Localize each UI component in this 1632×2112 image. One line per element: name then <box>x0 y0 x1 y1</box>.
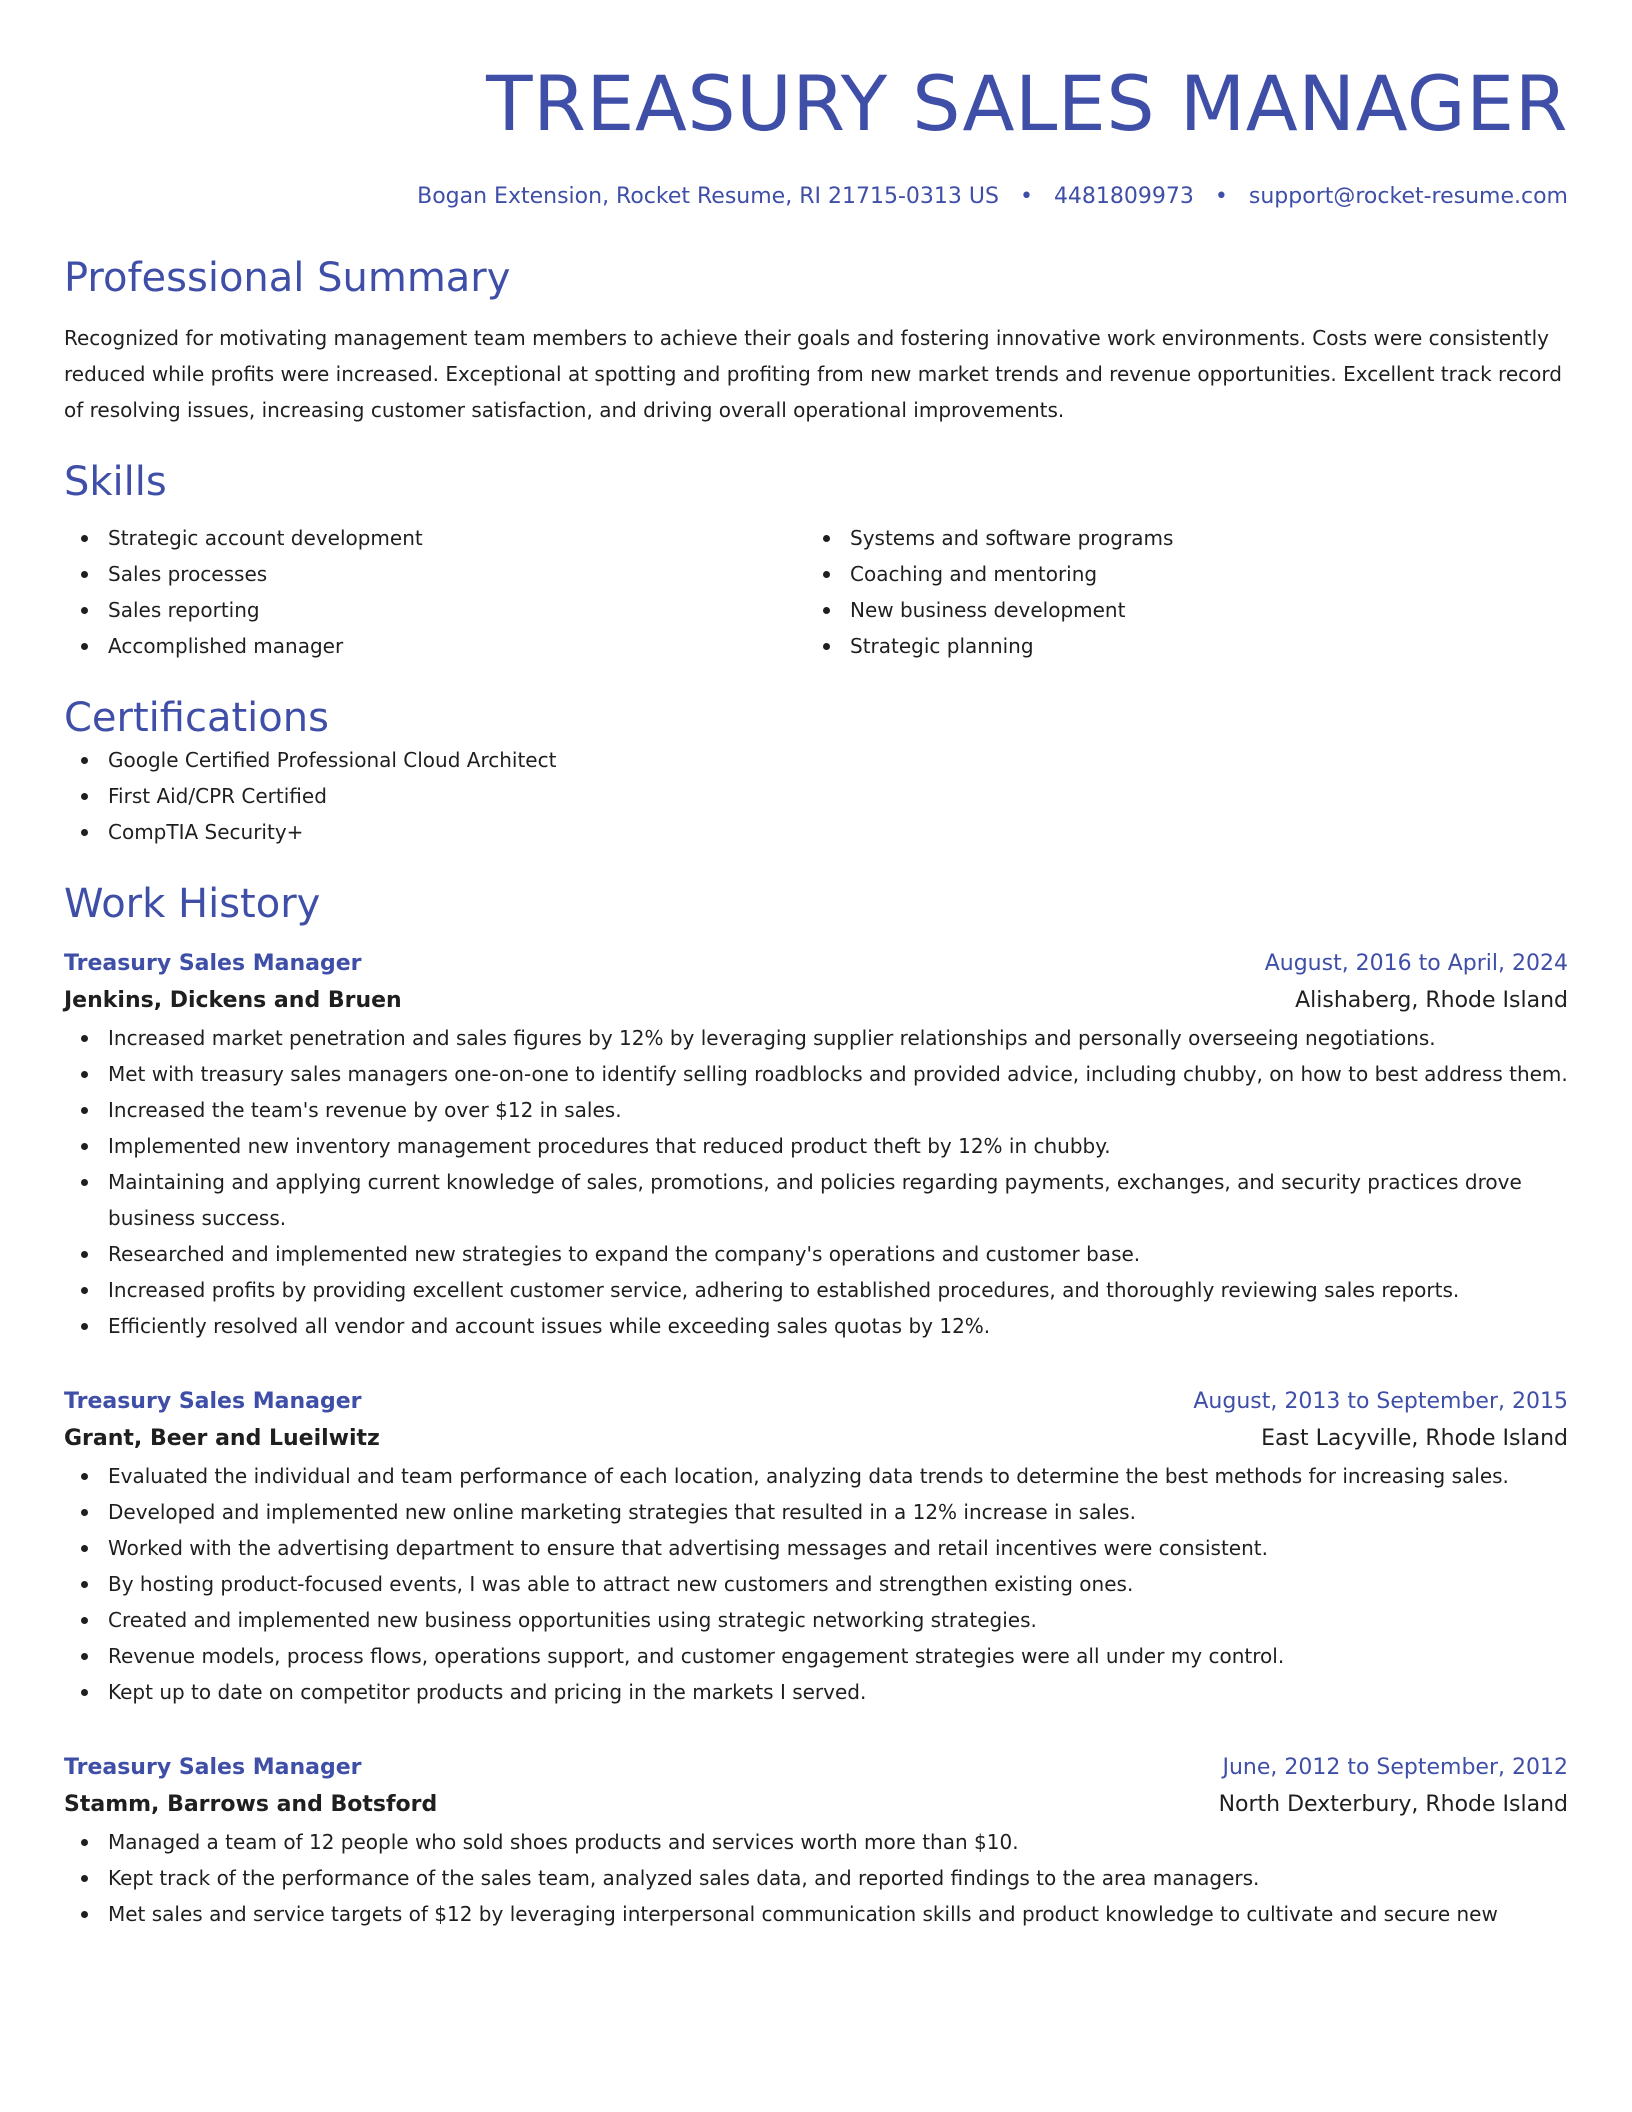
skills-column-left <box>64 520 806 664</box>
job-bullet: Increased market penetration and sales figures by 12% by leveraging supplier relationships and personally overseeing negotiations. <box>64 1020 1568 1056</box>
job-bullet: Evaluated the individual and team performance of each location, analyzing data trends to determine the best methods for increasing sales. <box>64 1458 1568 1494</box>
job-location: East Lacyville, Rhode Island <box>1261 1426 1568 1451</box>
job-entry <box>64 1750 1568 1932</box>
job-bullet: Researched and implemented new strategies to expand the company's operations and customer base. <box>64 1236 1568 1272</box>
job-dates: June, 2012 to September, 2012 <box>1222 1755 1568 1780</box>
job-bullet: Met with treasury sales managers one-on-one to identify selling roadblocks and provided advice, including chubby, on how to best address them. <box>64 1056 1568 1092</box>
skills-list-right <box>806 520 1548 664</box>
job-location: Alishaberg, Rhode Island <box>1295 988 1568 1013</box>
contact-email: support@rocket-resume.com <box>1248 184 1568 209</box>
certifications-heading: Certifications <box>64 695 329 741</box>
skill-item: Coaching and mentoring <box>806 556 1548 592</box>
contact-address: Bogan Extension, Rocket Resume, RI 21715-0313 US <box>417 184 999 209</box>
skill-item: Sales processes <box>64 556 806 592</box>
certification-item: Google Certified Professional Cloud Architect <box>64 742 1568 778</box>
job-bullet: Managed a team of 12 people who sold shoes products and services worth more than $10. <box>64 1824 1568 1860</box>
job-header-row <box>64 1384 1568 1420</box>
summary-text: Recognized for motivating management team members to achieve their goals and fostering innovative work environments. Costs were consistently reduced while profits were increased. Exceptional at spotting and profiting from new market trends and revenue opportunities. Excellent track record of resolving issues, increasing customer satisfaction, and driving overall operational improvements. <box>64 326 1562 422</box>
job-company: Stamm, Barrows and Botsford <box>64 1792 438 1817</box>
job-location: North Dexterbury, Rhode Island <box>1218 1792 1568 1817</box>
certifications-list <box>64 742 1568 850</box>
work-history-heading: Work History <box>64 881 321 927</box>
contact-phone: 4481809973 <box>1053 184 1194 209</box>
job-entry <box>64 946 1568 1344</box>
job-company-row <box>64 982 1568 1020</box>
job-bullet: Met sales and service targets of $12 by leveraging interpersonal communication skills and product knowledge to cultivate and secure new <box>64 1896 1568 1932</box>
summary-heading: Professional Summary <box>64 255 511 301</box>
skill-item: Accomplished manager <box>64 628 806 664</box>
skill-item: Sales reporting <box>64 592 806 628</box>
job-bullet: Kept track of the performance of the sales team, analyzed sales data, and reported findings to the area managers. <box>64 1860 1568 1896</box>
contact-separator: • <box>1214 184 1228 209</box>
job-header-row <box>64 946 1568 982</box>
job-bullet: Kept up to date on competitor products and pricing in the markets I served. <box>64 1674 1568 1710</box>
certification-item: CompTIA Security+ <box>64 814 1568 850</box>
job-company-row <box>64 1786 1568 1824</box>
job-bullet: Created and implemented new business opportunities using strategic networking strategies. <box>64 1602 1568 1638</box>
skill-item: Strategic planning <box>806 628 1548 664</box>
job-dates: August, 2016 to April, 2024 <box>1264 951 1568 976</box>
page-title: TREASURY SALES MANAGER <box>486 59 1568 148</box>
job-bullet: Increased profits by providing excellent customer service, adhering to established procedures, and thoroughly reviewing sales reports. <box>64 1272 1568 1308</box>
resume-page <box>64 0 1568 1932</box>
skills-column-right <box>806 520 1548 664</box>
skill-item: New business development <box>806 592 1548 628</box>
job-bullet: Increased the team's revenue by over $12 in sales. <box>64 1092 1568 1128</box>
job-bullet-list <box>64 1824 1568 1932</box>
certification-item: First Aid/CPR Certified <box>64 778 1568 814</box>
job-title: Treasury Sales Manager <box>64 1389 362 1414</box>
job-title: Treasury Sales Manager <box>64 951 362 976</box>
contact-separator: • <box>1019 184 1033 209</box>
job-bullet: Developed and implemented new online marketing strategies that resulted in a 12% increase in sales. <box>64 1494 1568 1530</box>
job-entry <box>64 1384 1568 1710</box>
skills-list-left <box>64 520 806 664</box>
job-title: Treasury Sales Manager <box>64 1755 362 1780</box>
job-bullet: Efficiently resolved all vendor and account issues while exceeding sales quotas by 12%. <box>64 1308 1568 1344</box>
job-bullet: Worked with the advertising department to ensure that advertising messages and retail incentives were consistent. <box>64 1530 1568 1566</box>
job-header-row <box>64 1750 1568 1786</box>
job-bullet: By hosting product-focused events, I was able to attract new customers and strengthen existing ones. <box>64 1566 1568 1602</box>
job-bullet-list <box>64 1458 1568 1710</box>
job-bullet-list <box>64 1020 1568 1344</box>
skill-item: Systems and software programs <box>806 520 1548 556</box>
job-bullet: Revenue models, process flows, operations support, and customer engagement strategies were all under my control. <box>64 1638 1568 1674</box>
job-company: Grant, Beer and Lueilwitz <box>64 1426 380 1451</box>
job-bullet: Maintaining and applying current knowledge of sales, promotions, and policies regarding payments, exchanges, and security practices drove business success. <box>64 1164 1568 1236</box>
job-bullet: Implemented new inventory management procedures that reduced product theft by 12% in chubby. <box>64 1128 1568 1164</box>
job-company: Jenkins, Dickens and Bruen <box>64 988 402 1013</box>
skills-grid <box>64 520 1568 664</box>
contact-line <box>64 182 1568 212</box>
skill-item: Strategic account development <box>64 520 806 556</box>
job-company-row <box>64 1420 1568 1458</box>
skills-heading: Skills <box>64 459 167 505</box>
job-dates: August, 2013 to September, 2015 <box>1193 1389 1568 1414</box>
